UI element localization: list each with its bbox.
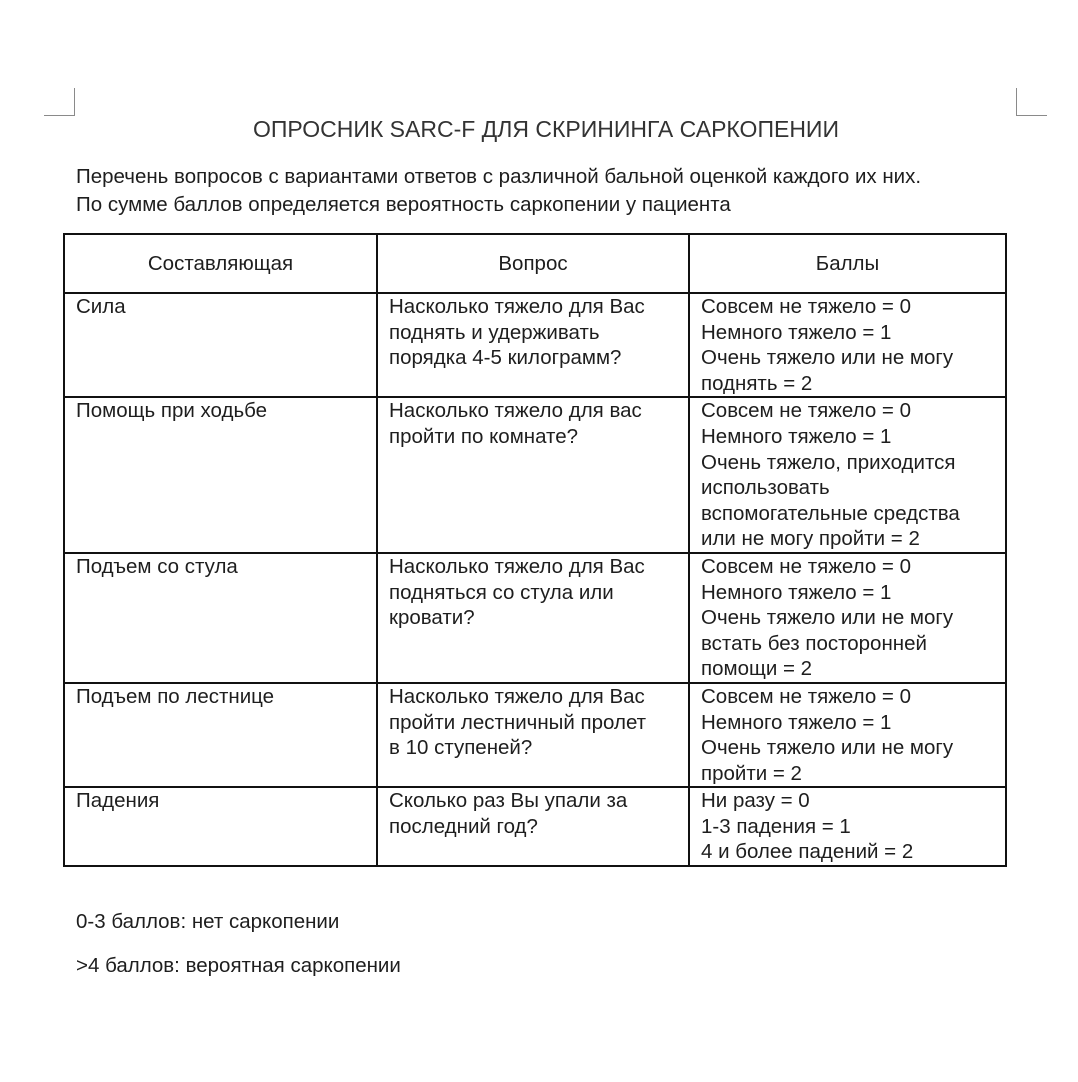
table-row	[64, 397, 1006, 553]
table-row	[64, 293, 1006, 397]
table-header-row	[64, 234, 1006, 293]
column-header-score: Баллы	[689, 234, 1006, 293]
document-title: ОПРОСНИК SARC-F ДЛЯ СКРИНИНГА САРКОПЕНИИ	[253, 116, 839, 142]
intro-line: По сумме баллов определяется вероятность саркопении у пациента	[76, 193, 731, 216]
table-row	[64, 787, 1006, 866]
score-cell: Ни разу = 0 1-3 падения = 1 4 и более падений = 2	[689, 787, 1006, 866]
component-cell: Помощь при ходьбе	[64, 397, 377, 553]
component-cell: Подъем по лестнице	[64, 683, 377, 787]
intro-line: Перечень вопросов с вариантами ответов с различной бальной оценкой каждого их них.	[76, 165, 922, 188]
component-cell: Сила	[64, 293, 377, 397]
scoring-rule-low: 0-3 баллов: нет саркопении	[76, 910, 340, 933]
page-corner-mark-top-left	[44, 88, 75, 116]
scoring-rule-high: >4 баллов: вероятная саркопении	[76, 954, 401, 977]
intro-paragraph	[76, 163, 1036, 219]
score-cell: Совсем не тяжело = 0 Немного тяжело = 1 Очень тяжело, приходится использовать вспомогательные средства или не могу пройти = 2	[689, 397, 1006, 553]
question-cell: Насколько тяжело для Вас пройти лестничный пролет в 10 ступеней?	[377, 683, 689, 787]
score-cell: Совсем не тяжело = 0 Немного тяжело = 1 Очень тяжело или не могу поднять = 2	[689, 293, 1006, 397]
component-cell: Подъем со стула	[64, 553, 377, 683]
table-row	[64, 553, 1006, 683]
question-cell: Насколько тяжело для вас пройти по комнате?	[377, 397, 689, 553]
score-cell: Совсем не тяжело = 0 Немного тяжело = 1 Очень тяжело или не могу встать без посторонней помощи = 2	[689, 553, 1006, 683]
score-cell: Совсем не тяжело = 0 Немного тяжело = 1 Очень тяжело или не могу пройти = 2	[689, 683, 1006, 787]
question-cell: Сколько раз Вы упали за последний год?	[377, 787, 689, 866]
component-cell: Падения	[64, 787, 377, 866]
table-row	[64, 683, 1006, 787]
sarc-f-table	[63, 233, 1007, 867]
question-cell: Насколько тяжело для Вас подняться со стула или кровати?	[377, 553, 689, 683]
column-header-question: Вопрос	[377, 234, 689, 293]
question-cell: Насколько тяжело для Вас поднять и удерживать порядка 4-5 килограмм?	[377, 293, 689, 397]
page-corner-mark-top-right	[1016, 88, 1047, 116]
column-header-component: Составляющая	[64, 234, 377, 293]
